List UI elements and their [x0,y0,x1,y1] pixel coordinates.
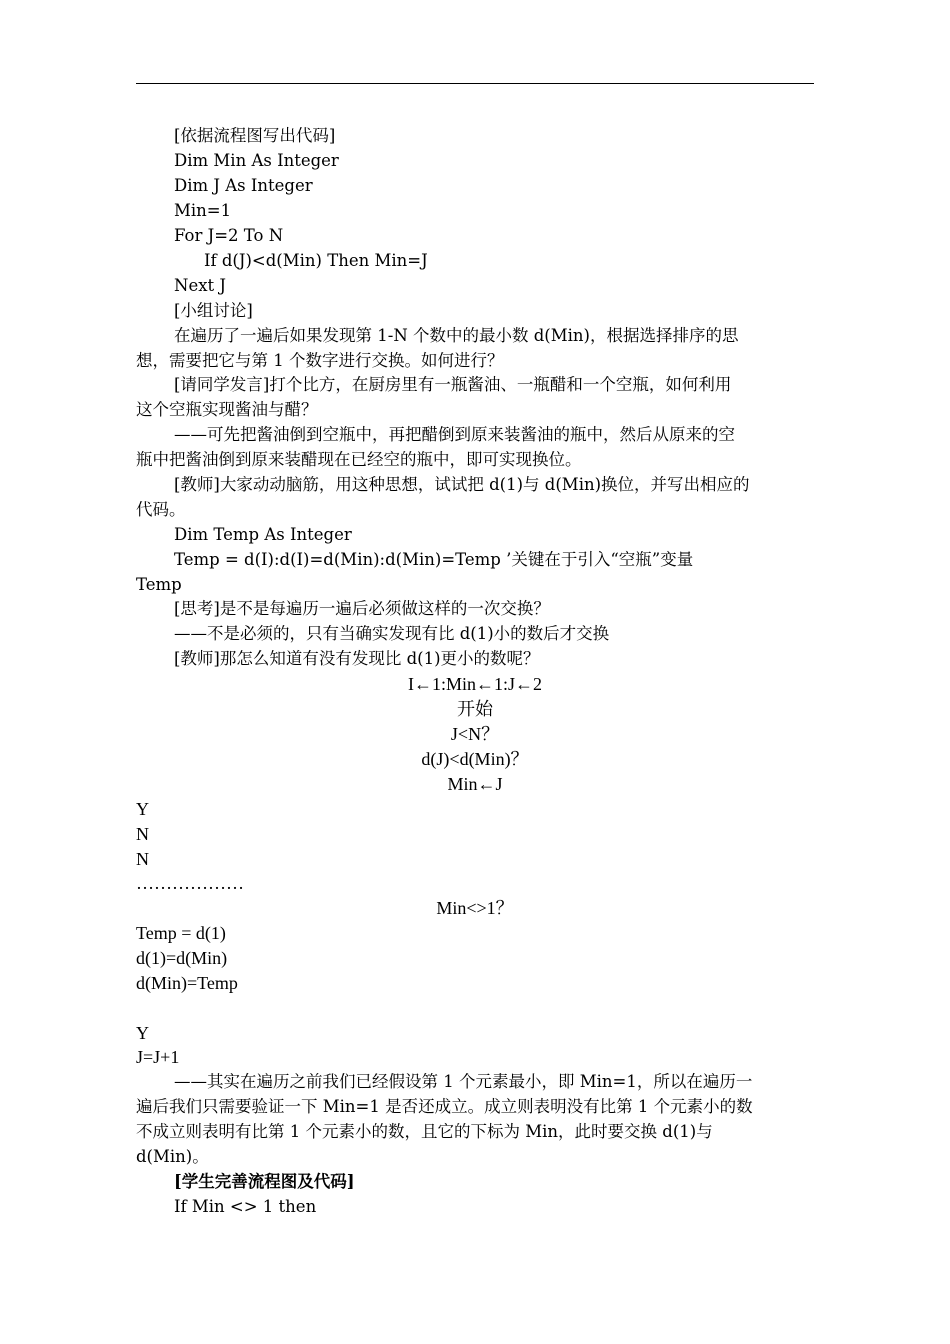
flow-condition-compare: d(J)<d(Min)？ [421,749,529,769]
paragraph-line: [思考]是不是每遍历一遍后必须做这样的一次交换？ [174,599,550,618]
paragraph-line: [请同学发言]打个比方，在厨房里有一瓶酱油、一瓶醋和一个空瓶，如何利用 [174,375,732,394]
flow-swap-step: d(1)=d(Min) [136,948,228,968]
paragraph-line: ——可先把酱油倒到空瓶中，再把醋倒到原来装酱油的瓶中，然后从原来的空 [174,425,735,444]
paragraph-line: d(Min)。 [136,1147,209,1166]
code-line: If d(J)<d(Min) Then Min=J [204,251,428,270]
flow-init: I←1:Min←1:J←2 [407,674,542,694]
code-line: Temp = d(I):d(I)=d(Min):d(Min)=Temp ’关键在于引入“空瓶”变量 [174,550,694,569]
flow-assign-min: Min←J [447,774,503,794]
flow-label-yes: Y [136,799,149,819]
paragraph-line: [教师]那怎么知道有没有发现比 d(1)更小的数呢？ [174,649,540,668]
paragraph-line: 代码。 [136,500,186,519]
paragraph-line: 瓶中把酱油倒到原来装醋现在已经空的瓶中，即可实现换位。 [136,450,582,469]
section-heading-code: [依据流程图写出代码] [174,126,336,145]
section-heading-discussion: [小组讨论] [174,301,253,320]
code-line: Dim Temp As Integer [174,525,352,544]
code-line: If Min <> 1 then [174,1197,317,1216]
code-line: For J=2 To N [174,226,284,245]
paragraph-line: 想，需要把它与第 1 个数字进行交换。如何进行？ [136,351,504,370]
flow-label-yes: Y [136,1023,149,1043]
flow-start: 开始 [457,699,493,719]
flow-increment: J=J+1 [136,1047,180,1067]
header-rule [136,83,814,84]
code-line: Temp [136,575,182,594]
paragraph-line: [教师]大家动动脑筋，用这种思想，试试把 d(1)与 d(Min)换位，并写出相应的 [174,475,750,494]
code-line: Dim Min As Integer [174,151,339,170]
paragraph-line: 不成立则表明有比第 1 个元素小的数，且它的下标为 Min，此时要交换 d(1)与 [136,1122,713,1141]
flow-label-no: N [136,849,149,869]
paragraph-line: ——其实在遍历之前我们已经假设第 1 个元素最小，即 Min=1，所以在遍历一 [174,1072,753,1091]
code-line: Min=1 [174,201,232,220]
paragraph-line: ——不是必须的，只有当确实发现有比 d(1)小的数后才交换 [174,624,610,643]
code-line: Dim J As Integer [174,176,313,195]
flow-ellipsis: ……………… [136,873,244,893]
flow-swap-step: Temp = d(1) [136,923,226,943]
section-heading-student: [学生完善流程图及代码] [174,1172,355,1191]
flow-condition-swap: Min<>1？ [436,898,514,918]
flow-condition-loop: J<N？ [450,724,500,744]
code-line: Next J [174,276,226,295]
paragraph-line: 在遍历了一遍后如果发现第 1-N 个数中的最小数 d(Min)，根据选择排序的思 [174,326,739,345]
flow-swap-step: d(Min)=Temp [136,973,238,993]
paragraph-line: 这个空瓶实现酱油与醋？ [136,400,318,419]
paragraph-line: 遍后我们只需要验证一下 Min=1 是否还成立。成立则表明没有比第 1 个元素小的数 [136,1097,753,1116]
flow-label-no: N [136,824,149,844]
